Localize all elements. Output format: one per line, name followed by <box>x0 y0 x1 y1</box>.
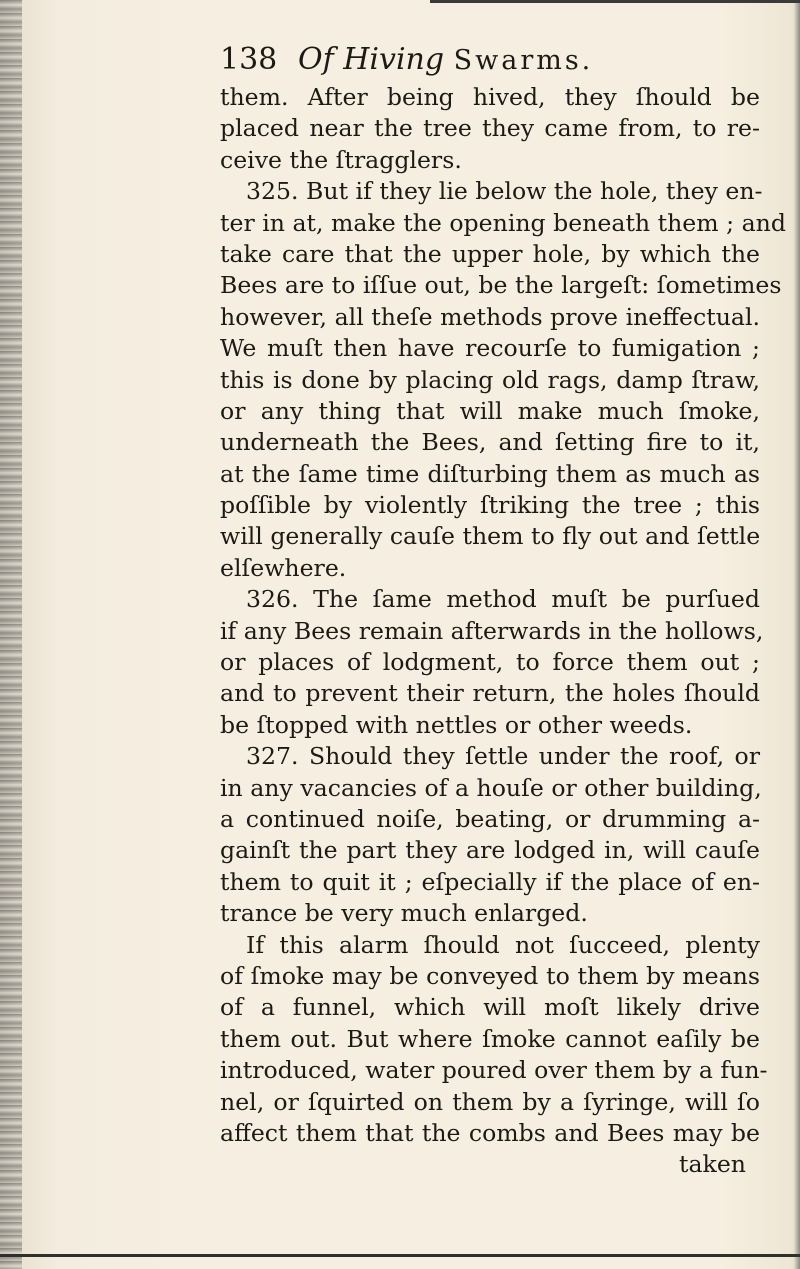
text-line: them. After being hived, they ſhould be <box>220 83 760 111</box>
text-line: will generally cauſe them to fly out and ſettle <box>220 522 761 551</box>
text-line: at the ſame time diſturbing them as much as <box>220 459 760 488</box>
text-line: poſſible by violently ſtriking the tree ; this <box>220 491 760 520</box>
text-line: We muſt then have recourſe to fumigation ; <box>220 334 760 363</box>
text-line: 327. Should they ſettle under the roof, or <box>246 742 760 771</box>
text-line: ter in at, make the opening beneath them ; and <box>220 208 786 237</box>
running-title <box>298 40 593 81</box>
text-line: of a funnel, which will moſt likely drive <box>220 993 760 1022</box>
text-line: Bees are to iſſue out, be the largeſt: ſometimes <box>220 271 782 300</box>
text-line: a continued noiſe, beating, or drumming a- <box>220 804 760 833</box>
text-line: gainſt the part they are lodged in, will cauſe <box>220 836 760 865</box>
catchword: taken <box>678 1150 746 1179</box>
text-line: ceive the ſtragglers. <box>220 145 462 174</box>
page-number: 138 <box>220 42 278 77</box>
text-line: be ſtopped with nettles or other weeds. <box>220 710 693 739</box>
text-line: If this alarm ſhould not ſucceed, plenty <box>246 930 760 959</box>
text-line: or places of lodgment, to force them out ; <box>220 648 760 677</box>
text-line: however, all theſe methods prove ineffectual. <box>220 302 760 331</box>
running-title-italic: Of Hiving <box>298 42 454 77</box>
body-text <box>220 82 786 1181</box>
text-line: nel, or ſquirted on them by a ſyringe, will ſo <box>220 1087 760 1116</box>
text-line: this is done by placing old rags, damp ſtraw, <box>220 365 760 394</box>
text-line: and to prevent their return, the holes ſhould <box>220 679 760 708</box>
page-edge <box>794 0 800 1269</box>
text-line: introduced, water poured over them by a fun- <box>220 1056 768 1085</box>
text-line: placed near the tree they came from, to re- <box>220 114 760 143</box>
top-edge-rule <box>430 0 800 3</box>
text-line: them to quit it ; eſpecially if the place of en- <box>220 867 760 896</box>
text-line: them out. But where ſmoke cannot eaſily be <box>220 1024 760 1053</box>
text-line: or any thing that will make much ſmoke, <box>220 396 760 425</box>
running-title-caps: Swarms. <box>453 45 594 76</box>
text-line: 326. The ſame method muſt be purſued <box>246 585 760 614</box>
text-line: elſewhere. <box>220 553 347 582</box>
text-line: take care that the upper hole, by which the <box>220 239 760 268</box>
text-line: in any vacancies of a houſe or other building, <box>220 773 762 802</box>
text-line: of ſmoke may be conveyed to them by means <box>220 961 760 990</box>
text-line: if any Bees remain afterwards in the hollows, <box>220 616 764 645</box>
text-line: underneath the Bees, and ſetting fire to it, <box>220 428 760 457</box>
bottom-edge-rule <box>0 1254 800 1257</box>
text-line: affect them that the combs and Bees may be <box>220 1118 760 1147</box>
text-line: 325. But if they lie below the hole, they en- <box>246 177 763 206</box>
page-binding-shadow <box>0 0 22 1269</box>
running-header <box>220 40 720 80</box>
text-line: trance be very much enlarged. <box>220 899 588 928</box>
